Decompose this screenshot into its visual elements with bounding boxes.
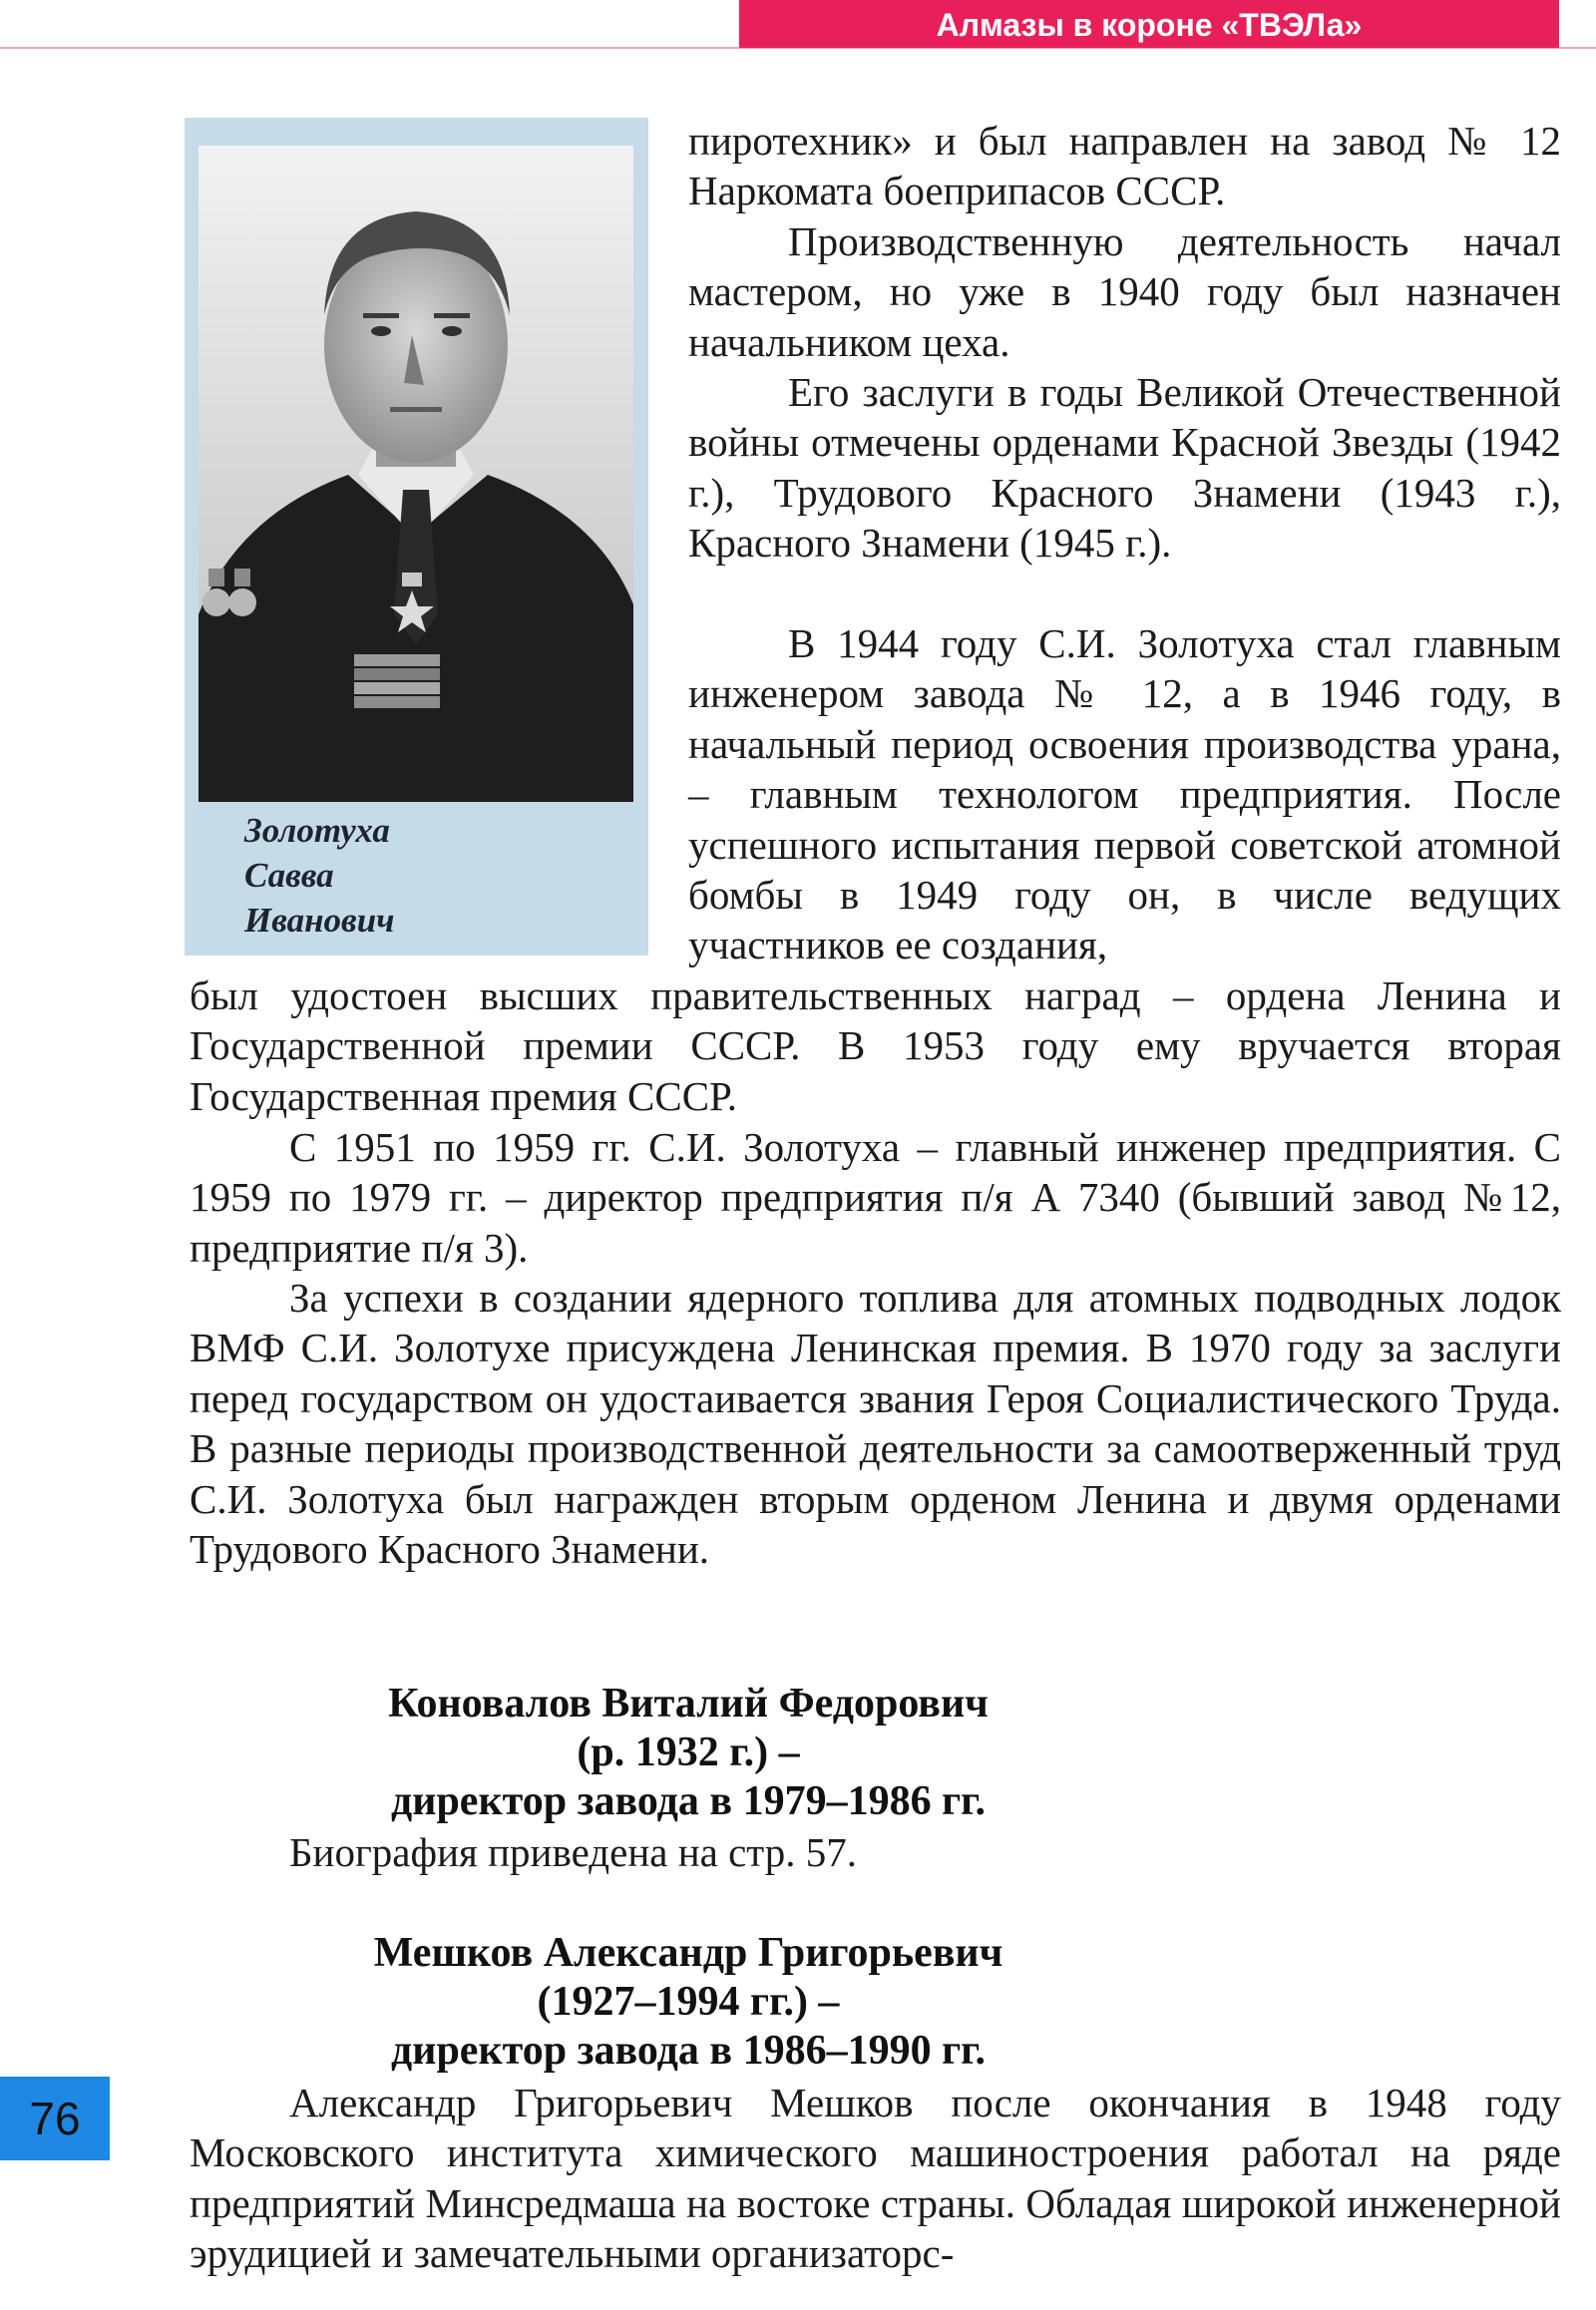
paragraph: Биография приведена на стр. 57. xyxy=(289,1829,857,1875)
heading-dates: (р. 1932 г.) – xyxy=(577,1730,800,1775)
paragraph: С 1951 по 1959 гг. С.И. Золотуха – главный инженер предприятия. С 1959 по 1979 гг. – директор предприятия п/я А 7340 (бывший завод №12, предприятие п/я 3). xyxy=(190,1124,1561,1271)
paragraph: За успехи в создании ядерного топлива для атомных подводных лодок ВМФ С.И. Золотухе присуждена Ленинская премия. В 1970 году за заслуги перед государством он удостаивается звания Героя Социалистического Труда. В разные периоды производственной деятельности за самоотверженный труд С.И. Золотуха был награжден вторым орденом Ленина и двумя орденами Трудового Красного Знамени. xyxy=(190,1275,1561,1573)
caption-line: Золотуха xyxy=(244,811,390,850)
paragraph: был удостоен высших правительственных наград – ордена Ленина и Государственной премии СССР. В 1953 году ему вручается вторая Государственная премия СССР. xyxy=(190,972,1561,1119)
portrait-illustration xyxy=(199,146,633,802)
portrait-photo xyxy=(199,146,633,802)
paragraph: В 1944 году С.И. Золотуха стал главным инженером завода № 12, а в 1946 году, в начальный период освоения производства урана, – главным технологом предприятия. После успешного испытания первой советской атомной бомбы в 1949 году он, в числе ведущих участников ее создания, xyxy=(688,620,1561,968)
paragraph: пиротехник» и был направлен на завод № 12 Наркомата боеприпасов СССР. xyxy=(688,118,1561,214)
caption-line: Савва xyxy=(244,856,334,895)
heading-dates: (1927–1994 гг.) – xyxy=(537,1979,840,2025)
heading-name: Коновалов Виталий Федорович xyxy=(388,1681,989,1727)
heading-role: директор завода в 1986–1990 гг. xyxy=(391,2028,986,2074)
running-title: Алмазы в короне «ТВЭЛа» xyxy=(739,0,1559,48)
photo-panel xyxy=(185,118,648,956)
caption-line: Иванович xyxy=(244,901,395,940)
heading-role: директор завода в 1979–1986 гг. xyxy=(391,1778,986,1824)
section-heading xyxy=(190,1929,1187,2076)
photo-caption xyxy=(244,808,623,943)
page-number: 76 xyxy=(0,2077,110,2160)
heading-name: Мешков Александр Григорьевич xyxy=(373,1930,1003,1976)
paragraph: Его заслуги в годы Великой Отечественной войны отмечены орденами Красной Звезды (1942 г.), Трудового Красного Знамени (1943 г.), Красного Знамени (1945 г.). xyxy=(688,369,1561,567)
section-heading xyxy=(190,1680,1187,1826)
paragraph: Производственную деятельность начал мастером, но уже в 1940 году был назначен начальником цеха. xyxy=(688,218,1561,365)
paragraph: Александр Григорьевич Мешков после окончания в 1948 году Московского института химического машиностроения работал на ряде предприятий Минсредмаша на востоке страны. Обладая широкой инженерной эрудицией и замечательными организаторс- xyxy=(190,2080,1561,2277)
